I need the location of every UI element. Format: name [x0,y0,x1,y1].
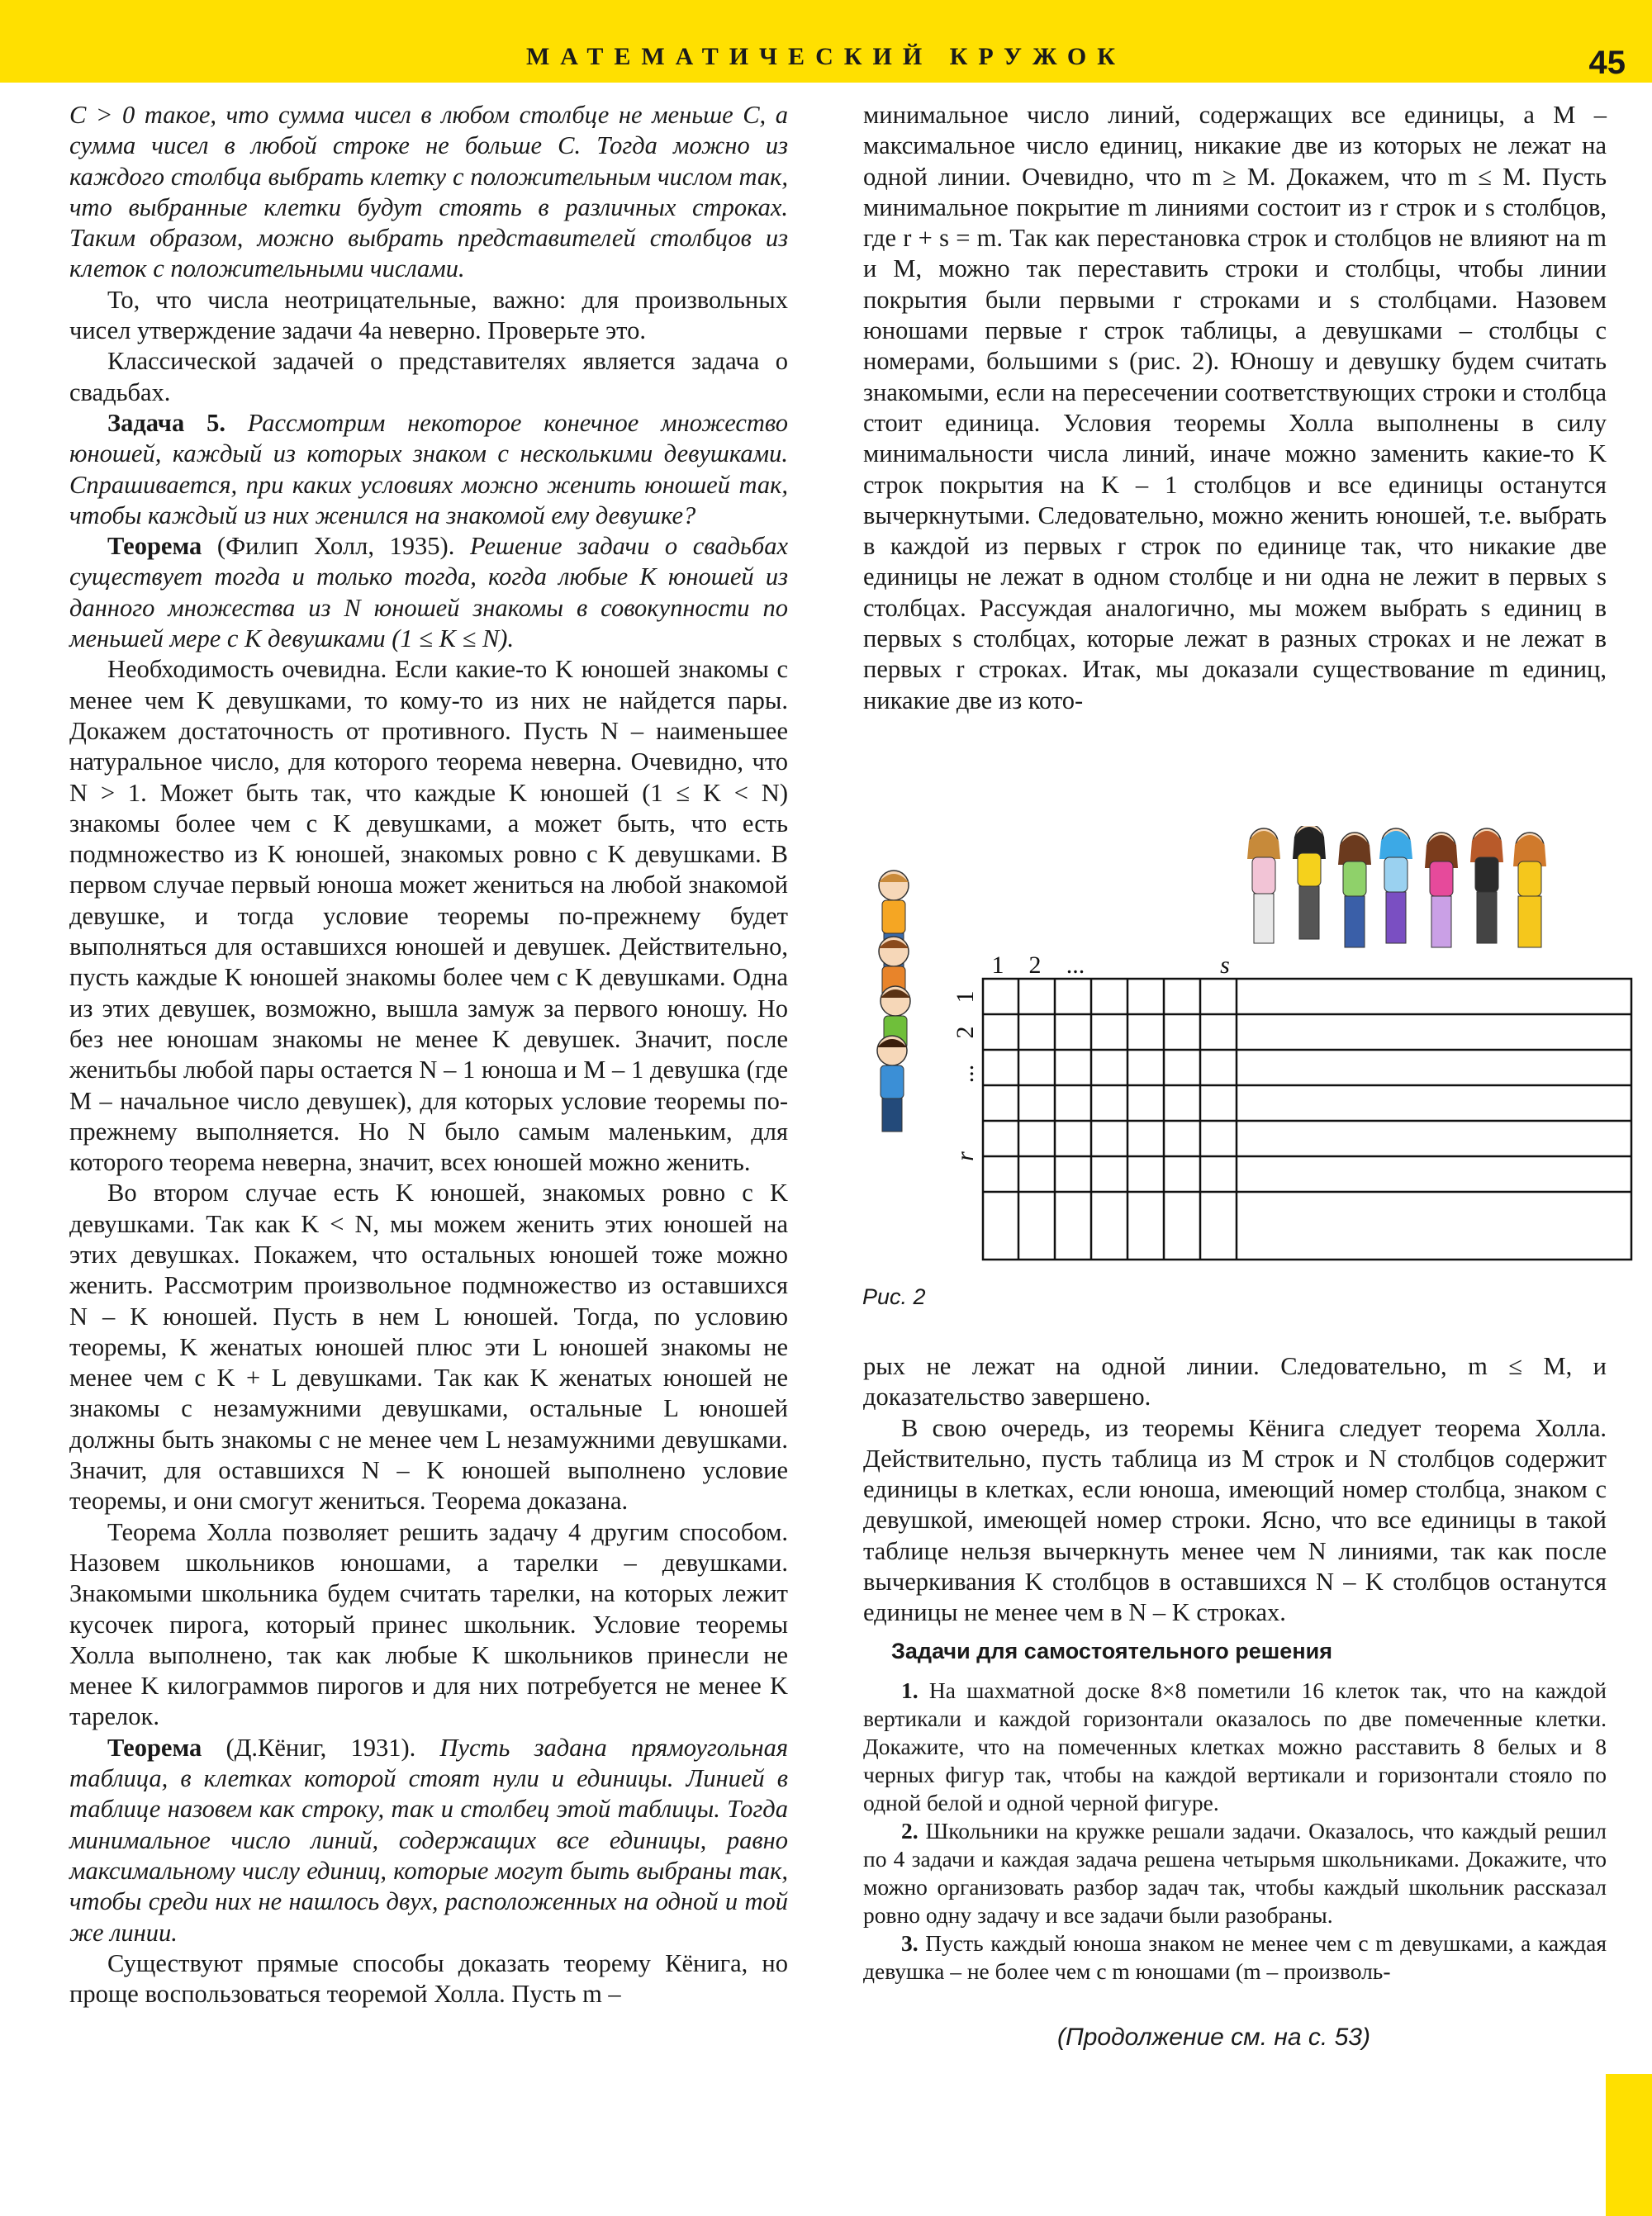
theorem-label: Теорема [107,532,202,561]
paragraph: Во втором случае есть K юношей, знакомых ровно с K девушками. Так как K < N, мы можем женить этих юношей на этих девушках. Покажем, что остальных юношей тоже можно женить. Рассмотрим произвольное подмножество из оставшихся N – K юношей. Пусть в нем L юношей. Тогда, по условию теоремы, K женатых юношей плюс эти L юношей знакомы не менее чем с K + L девушками. Так как K женатых юношей не знакомы с незамужними девушками, остальные L юношей должны быть знакомы с не менее чем L незамужними девушками. Значит, для оставшихся N – K юношей выполнено условие теоремы, и они смогут жениться. Теорема доказана. [69,1179,788,1516]
theorem-label: Теорема [107,1733,202,1762]
column-label: 1 [991,951,1004,979]
paragraph: Классической задачей о представителях является задача о свадьбах. [69,347,788,406]
paragraph: Необходимость очевидна. Если какие-то K юношей знакомы с менее чем K девушками, то кому-то из них не найдется пары. Докажем достаточность от противного. Пусть N – наименьшее натуральное число, для которого теорема неверна. Очевидно, что N > 1. Может быть так, что каждые K юношей (1 ≤ K < N) знакомы более чем с K девушками, а может быть, что есть подмножество из K юношей, знакомых ровно с K девушками. В первом случае первый юноша может жениться на любой знакомой девушке, и тогда условие теоремы по-прежнему будет выполняться для оставшихся юношей и девушек. Действительно, пусть каждые K юношей знакомы более чем с K девушками. Одна из этих девушек, возможно, вышла замуж за первого юношу. Но без нее юношам знакомы не менее K девушек. Значит, после женитьбы любой пары остается N – 1 юноша и M – 1 девушка (где M – начальное число девушек), для которых условие теоремы по-прежнему выполняется. Но N было самым маленьким, для которого теорема неверна, значит, всех юношей можно женить. [69,655,788,1177]
figure-2 [859,826,1635,1322]
continuation-note: (Продолжение см. на с. 53) [1057,2024,1370,2051]
row-label: 2 [952,1026,979,1039]
konig-theorem: Теорема (Д.Кёниг, 1931). Пусть задана прямоугольная таблица, в клетках которой стоят нули и единицы. Линией в таблице назовем как строку, так и столбец этой таблицы. Тогда минимальное число линий, содержащих все единицы, равно максимальному числу единиц, которые могут быть выбраны так, чтобы среди них не нашлось двух, расположенных на одной и той же линии. [69,1733,789,1947]
exercise-2: 2. Школьники на кружке решали задачи. Оказалось, что каждый решил по 4 задачи и каждая задача решена четырьмя школьниками. Докажите, что можно организовать разбор задач так, чтобы каждый школьник рассказал ровно одну задачу и все задачи были разобраны. [863,1817,1607,1928]
left-column [69,100,788,2010]
column-label: s [1220,951,1230,979]
exercises-section [863,1637,1607,1986]
row-label: 1 [952,990,979,1004]
hall-theorem: Теорема (Филип Холл, 1935). Решение задачи о свадьбах существует тогда и только тогда, когда любые K юношей из данного множества из N юношей знакомы в совокупности по меньшей мере с K девушками (1 ≤ K ≤ N). [69,532,789,653]
table-diagram [859,826,1635,1288]
column-label: 2 [1028,951,1042,979]
paragraph: рых не лежат на одной линии. Следовательно, m ≤ M, и доказательство завершено. [863,1352,1607,1412]
row-label: r [952,1151,979,1161]
row-label: ... [952,1064,979,1084]
table-grid [983,979,1631,1260]
exercise-3: 3. Пусть каждый юноша знаком не менее чем с m девушками, а каждая девушка – не более чем с m юношами (m – произволь- [863,1929,1607,1984]
section-title: МАТЕМАТИЧЕСКИЙ КРУЖОК [525,43,1127,70]
right-column-top [863,100,1607,716]
corner-tab [1606,2074,1652,2216]
paragraph: В свою очередь, из теоремы Кёнига следует теорема Холла. Действительно, пусть таблица из M строк и N столбцов содержит единицы в клетках, если юноша, имеющий номер столбца, знаком с девушкой, имеющей номер строки. Ясно, что все единицы в такой таблице нельзя вычеркнуть менее чем N линиями, так как после вычеркивания K столбцов в оставшихся N – K столбцов останутся единицы не менее чем в N – K строках. [863,1413,1607,1627]
right-column-bottom [863,1351,1607,1986]
page-header [0,0,1652,83]
paragraph: C > 0 такое, что сумма чисел в любом столбце не меньше C, а сумма чисел в любой строке не больше C. Тогда можно из каждого столбца выбрать клетку с положительным числом так, что выбранные клетки будут стоять в различных строках. Таким образом, можно выбрать представителей столбцов из клеток с положительными числами. [69,101,788,283]
figure-caption: Рис. 2 [862,1284,926,1309]
page-number: 45 [1588,45,1626,81]
exercise-1: 1. На шахматной доске 8×8 пометили 16 клеток так, что на каждой вертикали и каждой горизонтали оказалось по две помеченные клетки. Докажите, что на помеченных клетках можно расставить 8 белых и 8 черных фигур так, чтобы на каждой вертикали и горизонтали стояло по одной белой и одной черной фигуре. [863,1677,1607,1815]
paragraph: Теорема Холла позволяет решить задачу 4 другим способом. Назовем школьников юношами, а тарелки – девушками. Знакомыми школьника будем считать тарелки, на которых лежит кусочек пирога, который принес школьник. Условие теоремы Холла выполнено, так как любые K школьников принесли не менее K килограммов пирогов и для них потребуется не менее K тарелок. [69,1517,788,1731]
exercises-title: Задачи для самостоятельного решения [891,1638,1332,1663]
column-label: ... [1066,951,1085,979]
girls-illustration [1247,826,1546,947]
boys-illustration [877,871,910,1132]
problem-5: Задача 5. Рассмотрим некоторое конечное множество юношей, каждый из которых знаком с несколькими девушками. Спрашивается, при каких условиях можно женить юношей так, чтобы каждый из них женился на знакомой ему девушке? [69,408,788,529]
paragraph: Существуют прямые способы доказать теорему Кёнига, но проще воспользоваться теоремой Холла. Пусть m – [69,1948,788,2009]
problem-label: Задача 5. [107,408,225,437]
paragraph: минимальное число линий, содержащих все единицы, а M – максимальное число единиц, никакие две из которых не лежат на одной линии. Очевидно, что m ≥ M. Докажем, что m ≤ M. Пусть минимальное покрытие m линиями состоит из r строк и s столбцов, где r + s = m. Так как перестановка строк и столбцов не влияют на m и M, можно так переставить строки и столбцы, чтобы линии покрытия были первыми r строками и s столбцами. Назовем юношами первые r строк таблицы, а девушками – столбцы с номерами, большими s (рис. 2). Юношу и девушку будем считать знакомыми, если на пересечении соответствующих строки и столбца стоит единица. Условия теоремы Холла выполнены в силу минимальности числа линий, иначе можно заменить какие-то K строк покрытия на K – 1 столбцов и все единицы останутся вычеркнутыми. Следовательно, можно женить юношей, т.е. выбрать в каждой из первых r строк по единице так, что никакие две единицы не лежат в одном столбце и ни одна не лежит в первых s столбцах. Рассуждая аналогично, мы можем выбрать s единиц в первых s столбцах, которые лежат в разных строках и не лежат в первых r строках. Итак, мы доказали существование m единиц, никакие две из кото- [863,101,1607,714]
paragraph: То, что числа неотрицательные, важно: для произвольных чисел утверждение задачи 4а неверно. Проверьте это. [69,285,788,345]
